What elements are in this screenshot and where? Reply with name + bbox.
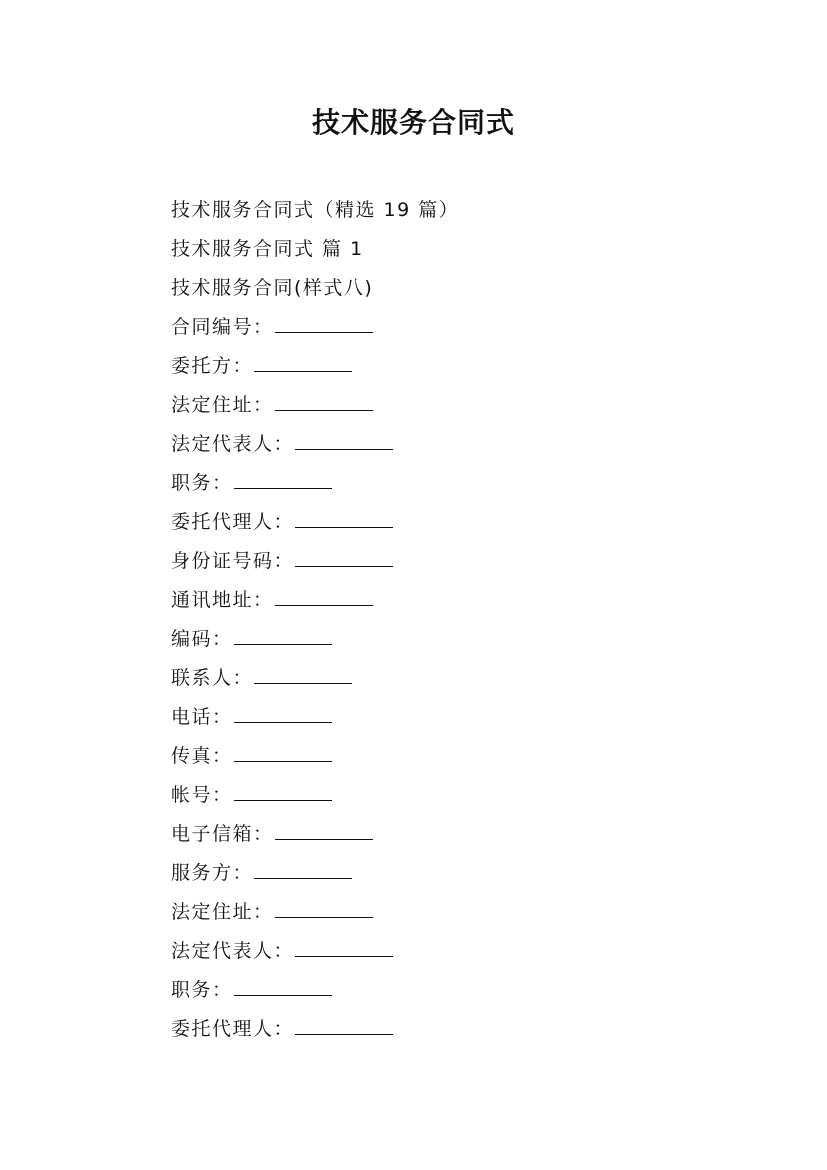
field-client <box>171 347 771 386</box>
field-label: 联系人： <box>171 667 254 689</box>
fill-in-blank <box>275 817 373 840</box>
field-label: 服务方： <box>171 862 254 884</box>
field-label: 委托方： <box>171 355 254 377</box>
field-provider-position <box>171 971 771 1010</box>
field-email <box>171 815 771 854</box>
field-account <box>171 776 771 815</box>
fill-in-blank <box>275 895 373 918</box>
field-label: 合同编号： <box>171 316 274 338</box>
field-service-provider <box>171 854 771 893</box>
fill-in-blank <box>234 622 332 645</box>
field-contract-number <box>171 308 771 347</box>
fill-in-blank <box>275 310 373 333</box>
fill-in-blank <box>234 778 332 801</box>
field-provider-address <box>171 893 771 932</box>
field-label: 电子信箱： <box>171 823 274 845</box>
fill-in-blank <box>234 739 332 762</box>
field-phone <box>171 698 771 737</box>
fill-in-blank <box>295 934 393 957</box>
fill-in-blank <box>275 388 373 411</box>
field-client-agent <box>171 503 771 542</box>
field-client-legal-representative <box>171 425 771 464</box>
section-line <box>171 230 771 269</box>
line-text: 技术服务合同式 篇 1 <box>171 238 364 260</box>
fill-in-blank <box>275 583 373 606</box>
field-fax <box>171 737 771 776</box>
fill-in-blank <box>234 973 332 996</box>
field-provider-agent <box>171 1010 771 1049</box>
field-label: 委托代理人： <box>171 511 295 533</box>
field-label: 法定住址： <box>171 394 274 416</box>
field-label: 通讯地址： <box>171 589 274 611</box>
field-label: 法定代表人： <box>171 433 295 455</box>
field-label: 编码： <box>171 628 233 650</box>
field-contact-person <box>171 659 771 698</box>
field-mailing-address <box>171 581 771 620</box>
fill-in-blank <box>234 466 332 489</box>
field-postal-code <box>171 620 771 659</box>
fill-in-blank <box>295 544 393 567</box>
fill-in-blank <box>254 856 352 879</box>
field-label: 电话： <box>171 706 233 728</box>
field-label: 法定代表人： <box>171 940 295 962</box>
field-id-number <box>171 542 771 581</box>
document-body <box>171 191 771 1049</box>
field-label: 法定住址： <box>171 901 274 923</box>
line-text: 技术服务合同(样式八) <box>171 277 374 299</box>
fill-in-blank <box>254 349 352 372</box>
line-text: 技术服务合同式（精选 19 篇） <box>171 199 460 221</box>
fill-in-blank <box>295 427 393 450</box>
fill-in-blank <box>295 1012 393 1035</box>
fill-in-blank <box>295 505 393 528</box>
field-label: 帐号： <box>171 784 233 806</box>
field-client-address <box>171 386 771 425</box>
heading-line <box>171 191 771 230</box>
field-label: 身份证号码： <box>171 550 295 572</box>
field-label: 职务： <box>171 472 233 494</box>
fill-in-blank <box>254 661 352 684</box>
field-provider-legal-representative <box>171 932 771 971</box>
field-client-position <box>171 464 771 503</box>
field-label: 传真： <box>171 745 233 767</box>
subtitle-line <box>171 269 771 308</box>
field-label: 委托代理人： <box>171 1018 295 1040</box>
document-title: 技术服务合同式 <box>311 106 515 139</box>
field-label: 职务： <box>171 979 233 1001</box>
fill-in-blank <box>234 700 332 723</box>
